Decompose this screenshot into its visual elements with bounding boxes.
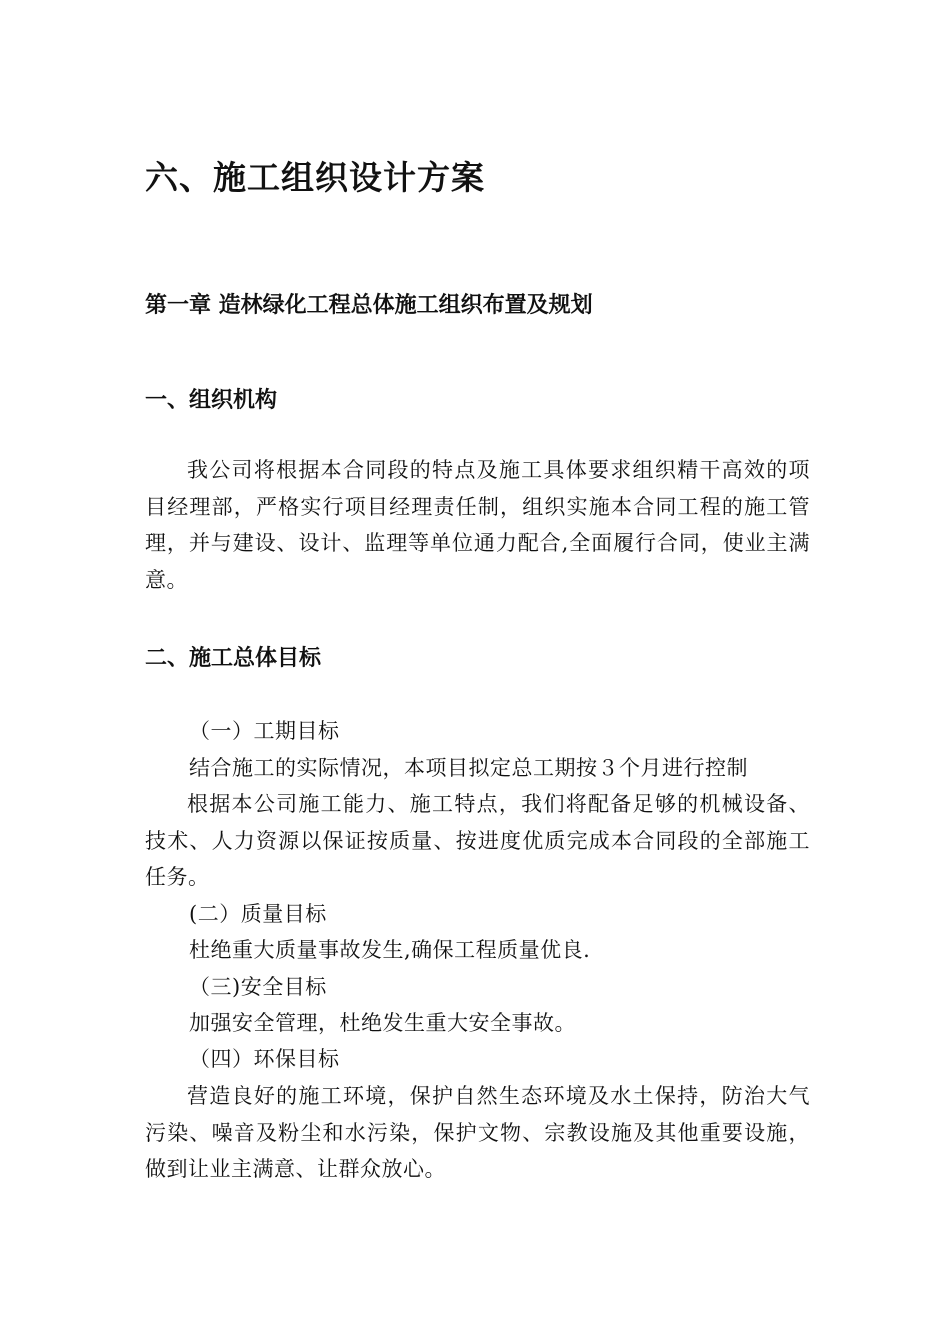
goal-text-schedule-2: 根据本公司施工能力、施工特点，我们将配备足够的机械设备、技术、人力资源以保证按质量、按进度优质完成本合同段的全部施工任务。 [145, 792, 810, 889]
organization-paragraph: 我公司将根据本合同段的特点及施工具体要求组织精干高效的项目经理部，严格实行项目经理责任制，组织实施本合同工程的施工管理，并与建设、设计、监理等单位通力配合,全面履行合同，使业主满意。 [145, 458, 810, 592]
goal-label-schedule: （一）工期目标 [189, 719, 340, 743]
section-heading-goals: 二、施工总体目标 [145, 645, 322, 671]
chapter-heading: 第一章 造林绿化工程总体施工组织布置及规划 [145, 292, 593, 318]
goal-text-environment: 营造良好的施工环境，保护自然生态环境及水土保持，防治大气污染、噪音及粉尘和水污染，保护文物、宗教设施及其他重要设施，做到让业主满意、让群众放心。 [145, 1084, 810, 1181]
section-heading-organization: 一、组织机构 [145, 387, 278, 413]
goal-label-environment: （四）环保目标 [189, 1047, 340, 1071]
goal-text-safety: 加强安全管理，杜绝发生重大安全事故。 [189, 1011, 576, 1035]
goal-text-quality: 杜绝重大质量事故发生,确保工程质量优良. [189, 938, 591, 962]
document-title: 六、施工组织设计方案 [145, 158, 485, 197]
goal-label-safety: （三)安全目标 [189, 975, 327, 999]
goal-label-quality: (二）质量目标 [189, 902, 327, 926]
goal-text-schedule-1: 结合施工的实际情况，本项目拟定总工期按３个月进行控制 [189, 756, 748, 780]
